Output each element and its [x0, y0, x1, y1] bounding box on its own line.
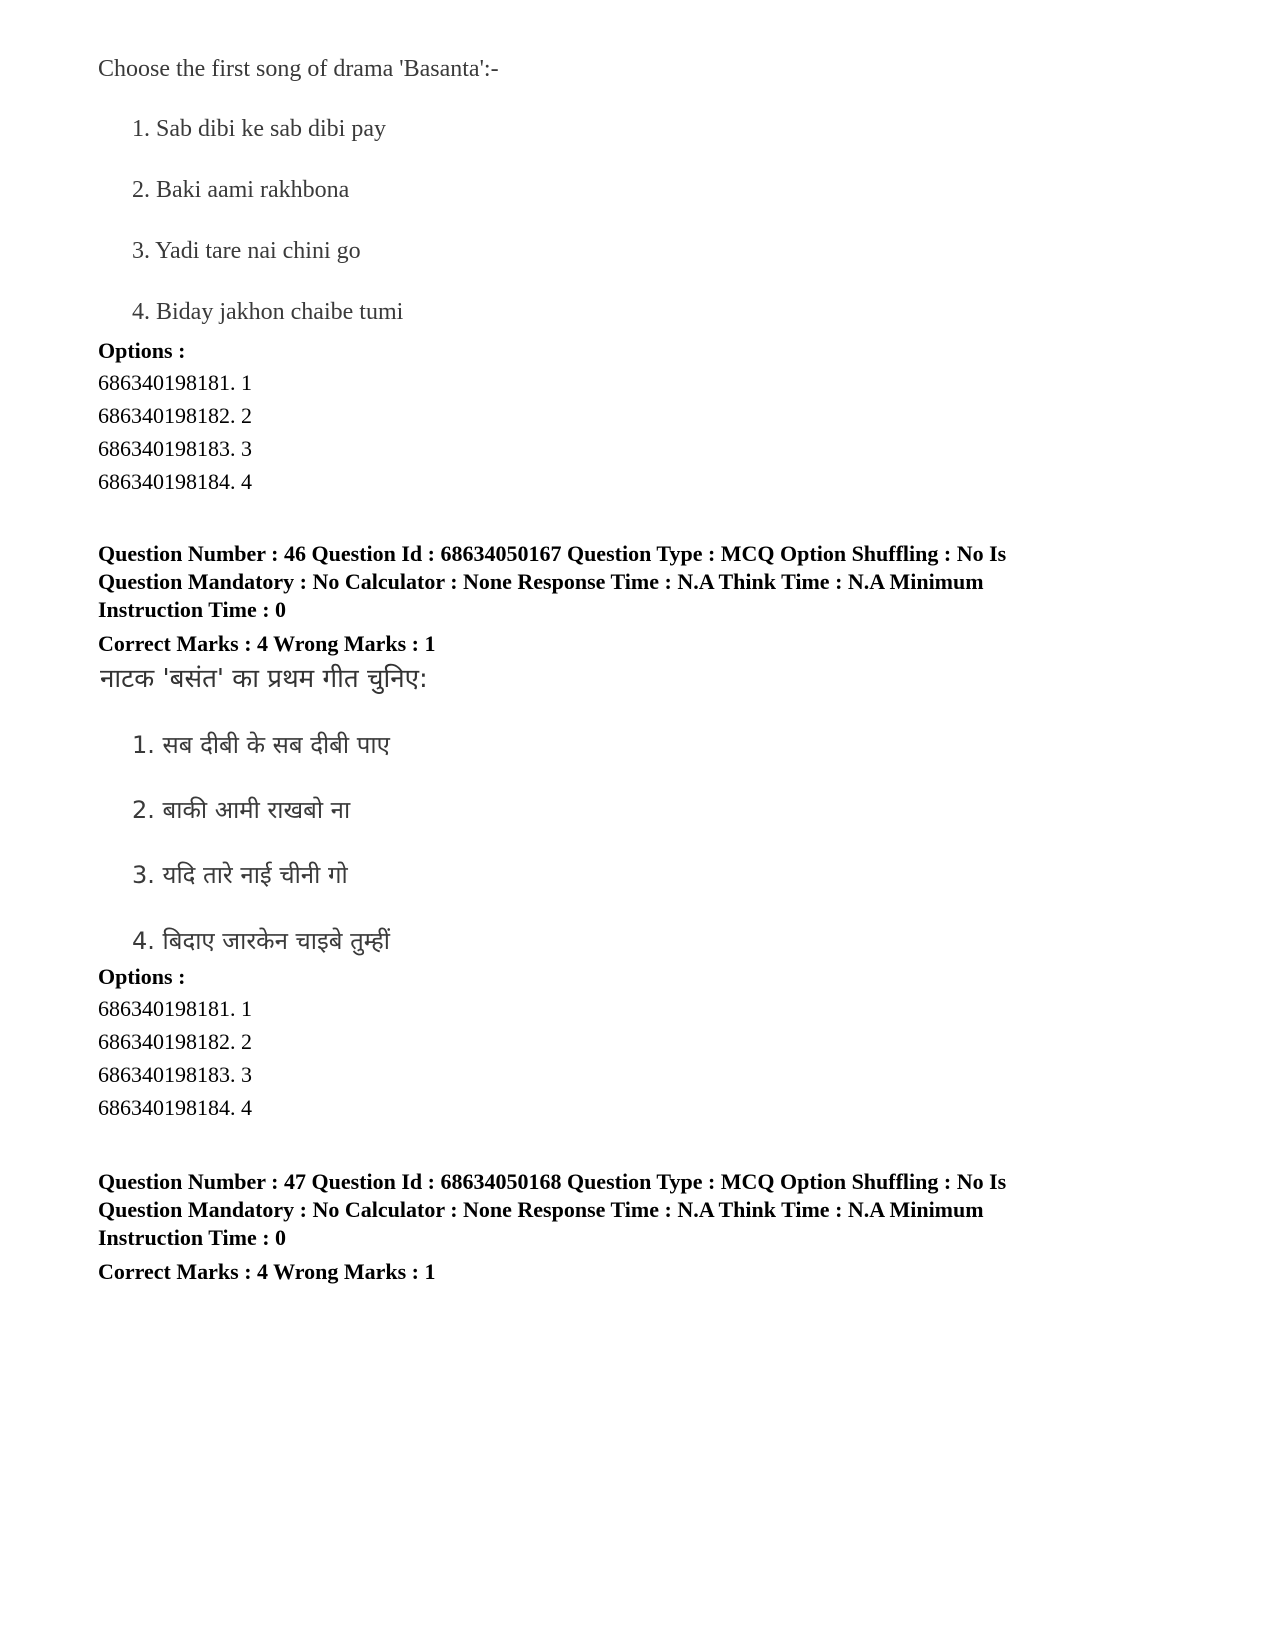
q46-choice-1: 1. सब दीबी के सब दीबी पाए [132, 731, 390, 759]
q47-meta-line-3: Instruction Time : 0 [98, 1225, 287, 1250]
q46-metadata [98, 540, 1178, 658]
q45-options [98, 336, 1178, 498]
q46-meta-line-1: Question Number : 46 Question Id : 68634050167 Question Type : MCQ Option Shuffling : No Is [98, 541, 1007, 566]
q45-question-image [98, 54, 1178, 344]
q47-meta-line-1: Question Number : 47 Question Id : 68634050168 Question Type : MCQ Option Shuffling : No Is [98, 1169, 1007, 1194]
q45-option-4: 686340198184. 4 [98, 469, 252, 494]
q46-option-2: 686340198182. 2 [98, 1029, 252, 1054]
q46-options [98, 962, 1178, 1124]
q46-meta-line-3: Instruction Time : 0 [98, 597, 287, 622]
q46-option-3: 686340198183. 3 [98, 1062, 252, 1087]
q47-meta-line-2: Question Mandatory : No Calculator : None Response Time : N.A Think Time : N.A Minimum [98, 1197, 984, 1222]
q46-question-image [98, 660, 1178, 980]
q45-stem: Choose the first song of drama 'Basanta':- [98, 56, 499, 82]
q47-metadata [98, 1168, 1178, 1286]
q46-choice-4: 4. बिदाए जारकेन चाइबे तुम्हीं [132, 927, 390, 955]
q46-option-1: 686340198181. 1 [98, 996, 252, 1021]
q46-marks: Correct Marks : 4 Wrong Marks : 1 [98, 631, 436, 656]
q46-choice-2: 2. बाकी आमी राखबो ना [132, 796, 351, 824]
q45-option-3: 686340198183. 3 [98, 436, 252, 461]
q46-choice-3: 3. यदि तारे नाई चीनी गो [132, 861, 348, 889]
q45-choice-1: 1. Sab dibi ke sab dibi pay [132, 116, 386, 142]
q45-option-2: 686340198182. 2 [98, 403, 252, 428]
q46-stem: नाटक 'बसंत' का प्रथम गीत चुनिए: [100, 664, 428, 694]
q46-option-4: 686340198184. 4 [98, 1095, 252, 1120]
q45-option-1: 686340198181. 1 [98, 370, 252, 395]
q46-meta-line-2: Question Mandatory : No Calculator : None Response Time : N.A Think Time : N.A Minimum [98, 569, 984, 594]
q45-options-label: Options : [98, 338, 186, 363]
q47-marks: Correct Marks : 4 Wrong Marks : 1 [98, 1259, 436, 1284]
q46-options-label: Options : [98, 964, 186, 989]
q45-choice-3: 3. Yadi tare nai chini go [132, 238, 361, 264]
q45-choice-2: 2. Baki aami rakhbona [132, 177, 350, 203]
q45-choice-4: 4. Biday jakhon chaibe tumi [132, 299, 404, 325]
